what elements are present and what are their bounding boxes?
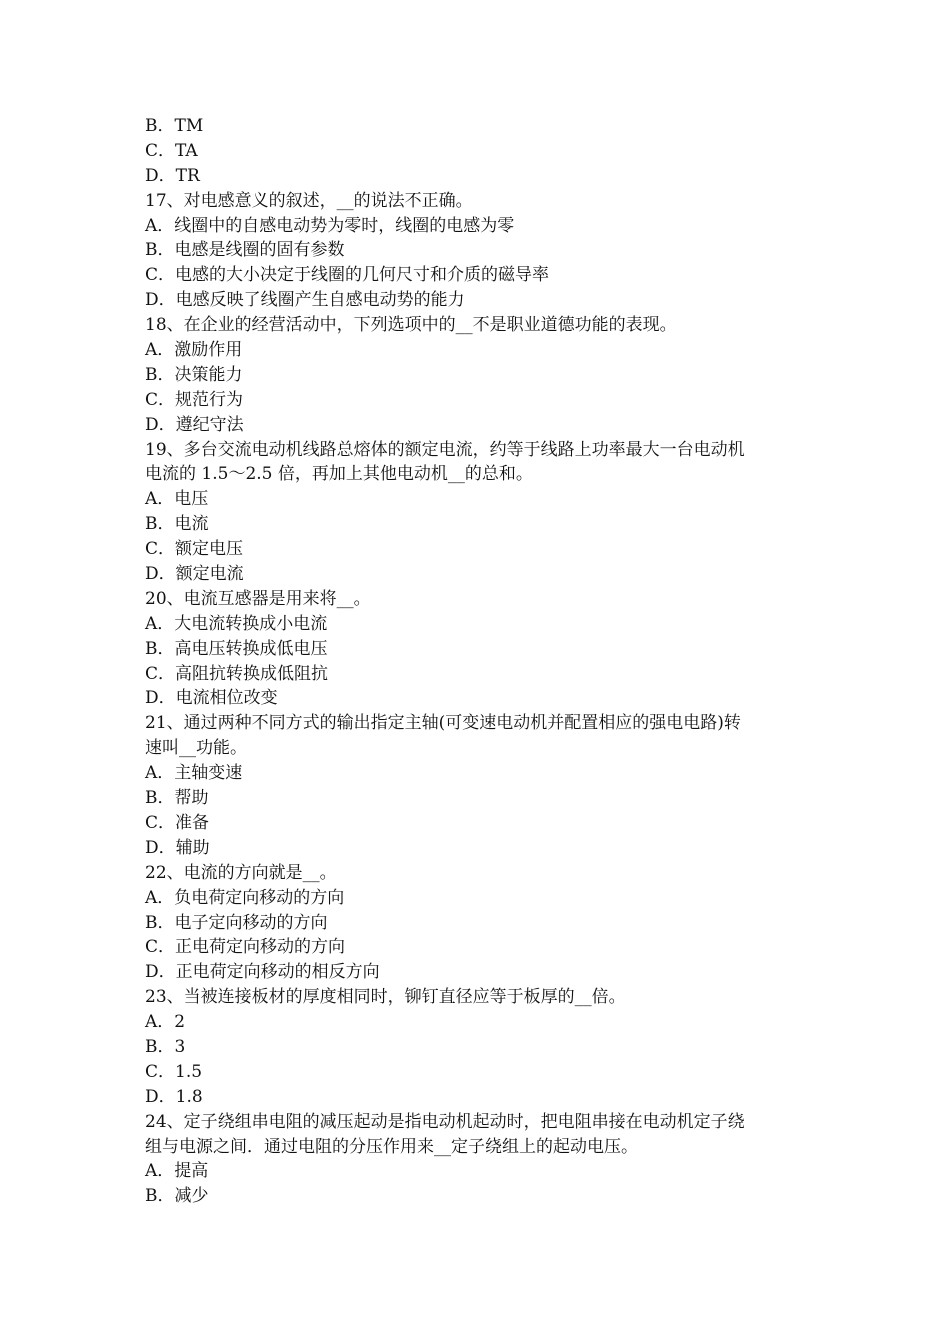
question-20: 20、电流互感器是用来将__。	[145, 588, 371, 609]
q22-option-a: A．负电荷定向移动的方向	[145, 887, 345, 908]
q17-option-b: B．电感是线圈的固有参数	[145, 240, 345, 261]
question-22: 22、电流的方向就是__。	[145, 862, 337, 883]
option-b-line: B．TM	[145, 116, 204, 136]
option-d-line: D．TR	[145, 165, 200, 186]
q20-option-c: C．高阻抗转换成低阻抗	[145, 663, 329, 684]
q21-option-b: B．帮助	[145, 788, 209, 809]
q23-option-c: C．1.5	[145, 1061, 203, 1082]
q18-option-d: D．遵纪守法	[145, 414, 244, 435]
q23-option-a: A．2	[145, 1012, 186, 1033]
question-24-line-2: 组与电源之间．通过电阻的分压作用来__定子绕组上的起动电压。	[145, 1136, 638, 1157]
q20-option-d: D．电流相位改变	[145, 688, 278, 709]
question-21-line-1: 21、通过两种不同方式的输出指定主轴(可变速电动机并配置相应的强电电路)转	[145, 713, 741, 734]
q17-option-a: A．线圈中的自感电动势为零时，线圈的电感为零	[145, 215, 515, 236]
question-21-line-2: 速叫__功能。	[145, 738, 247, 759]
q19-option-b: B．电流	[145, 514, 209, 535]
q23-option-b: B．3	[145, 1036, 186, 1057]
q22-option-c: C．正电荷定向移动的方向	[145, 937, 346, 958]
question-17: 17、对电感意义的叙述，__的说法不正确。	[145, 190, 473, 211]
question-24-line-1: 24、定子绕组串电阻的减压起动是指电动机起动时，把电阻串接在电动机定子绕	[145, 1111, 745, 1132]
question-23: 23、当被连接板材的厚度相同时，铆钉直径应等于板厚的__倍。	[145, 987, 626, 1008]
q18-option-a: A．激励作用	[145, 340, 243, 361]
option-c-line: C．TA	[145, 140, 198, 161]
question-18: 18、在企业的经营活动中，下列选项中的__不是职业道德功能的表现。	[145, 315, 677, 336]
q24-option-b: B．减少	[145, 1186, 209, 1207]
q19-option-d: D．额定电流	[145, 564, 244, 585]
q21-option-a: A．主轴变速	[145, 763, 243, 784]
q20-option-a: A．大电流转换成小电流	[145, 613, 328, 634]
q22-option-b: B．电子定向移动的方向	[145, 912, 328, 933]
q20-option-b: B．高电压转换成低电压	[145, 638, 328, 659]
question-19-line-2: 电流的 1.5～2.5 倍，再加上其他电动机__的总和。	[145, 464, 533, 485]
document-page	[145, 114, 815, 1209]
q19-option-c: C．额定电压	[145, 539, 244, 560]
question-19-line-1: 19、多台交流电动机线路总熔体的额定电流，约等于线路上功率最大一台电动机	[145, 439, 745, 460]
q21-option-d: D．辅助	[145, 837, 210, 858]
q17-option-c: C．电感的大小决定于线圈的几何尺寸和介质的磁导率	[145, 265, 550, 286]
q19-option-a: A．电压	[145, 489, 209, 510]
q17-option-d: D．电感反映了线圈产生自感电动势的能力	[145, 290, 465, 311]
q21-option-c: C．准备	[145, 812, 210, 833]
q18-option-b: B．决策能力	[145, 364, 243, 385]
q22-option-d: D．正电荷定向移动的相反方向	[145, 962, 380, 983]
q23-option-d: D．1.8	[145, 1086, 203, 1107]
q24-option-a: A．提高	[145, 1161, 209, 1182]
q18-option-c: C．规范行为	[145, 389, 244, 410]
